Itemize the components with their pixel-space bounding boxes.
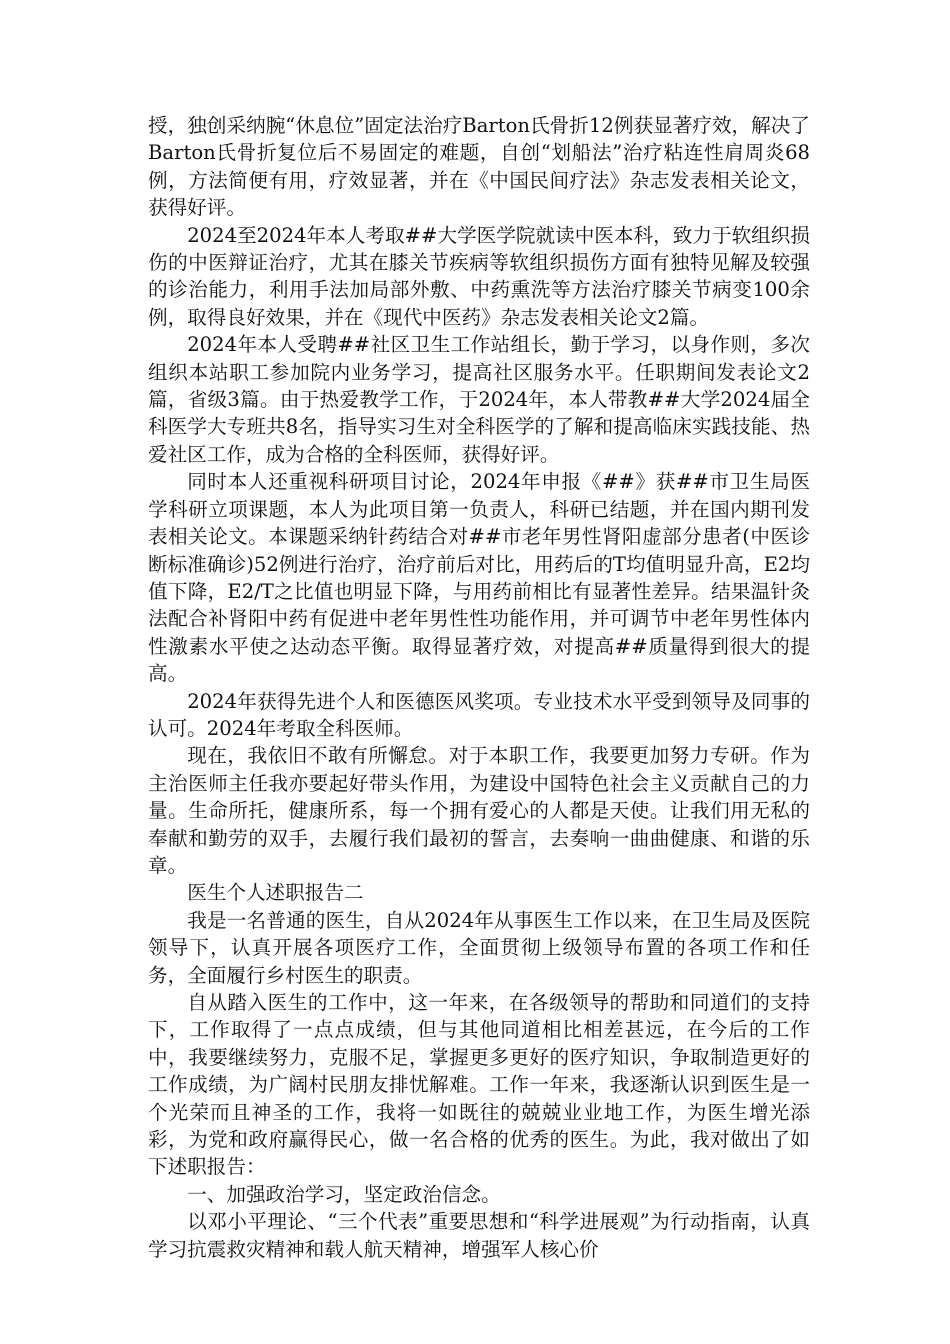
paragraph-6: 现在，我依旧不敢有所懈怠。对于本职工作，我要更加努力专研。作为主治医师主任我亦要起好带头作用，为建设中国特色社会主义贡献自己的力量。生命所托，健康所系，每一个拥有爱心的人都是天使。让我们用无私的奉献和勤劳的双手，去履行我们最初的誓言，去奏响一曲曲健康、和谐的乐章。: [148, 744, 810, 877]
paragraph-9: 以邓小平理论、“三个代表”重要思想和“科学进展观”为行动指南，认真学习抗震救灾精神和载人航天精神，增强军人核心价: [148, 1210, 810, 1261]
paragraph-4: 同时本人还重视科研项目讨论，2024年申报《##》获##市卫生局医学科研立项课题，本人为此项目第一负责人，科研已结题，并在国内期刊发表相关论文。本课题采纳针药结合对##市老年男性肾阳虚部分患者(中医诊断标准确诊)52例进行治疗，治疗前后对比，用药后的T均值明显升高，E2均值下降，E2/T之比值也明显下降，与用药前相比有显著性差异。结果温针灸法配合补肾阳中药有促进中老年男性性功能作用，并可调节中老年男性体内性激素水平使之达动态平衡。取得显著疗效，对提高##质量得到很大的提高。: [148, 470, 810, 686]
paragraph-3: 2024年本人受聘##社区卫生工作站组长，勤于学习，以身作则，多次组织本站职工参加院内业务学习，提高社区服务水平。任职期间发表论文2篇，省级3篇。由于热爱教学工作，于2024年，本人带教##大学2024届全科医学大专班共8名，指导实习生对全科医学的了解和提高临床实践技能、热爱社区工作，成为合格的全科医师，获得好评。: [148, 333, 810, 466]
subsection-heading: 一、加强政治学习，坚定政治信念。: [187, 1182, 501, 1206]
section-heading: 医生个人述职报告二: [187, 881, 364, 905]
paragraph-7: 我是一名普通的医生，自从2024年从事医生工作以来，在卫生局及医院领导下，认真开展各项医疗工作，全面贯彻上级领导布置的各项工作和任务，全面履行乡村医生的职责。: [148, 908, 810, 987]
paragraph-1: 授，独创采纳腕“休息位”固定法治疗Barton氏骨折12例获显著疗效，解决了Barton氏骨折复位后不易固定的难题，自创“划船法”治疗粘连性肩周炎68例，方法简便有用，疗效显著，并在《中国民间疗法》杂志发表相关论文，获得好评。: [148, 114, 810, 220]
paragraph-2: 2024至2024年本人考取##大学医学院就读中医本科，致力于软组织损伤的中医辩证治疗，尤其在膝关节疾病等软组织损伤方面有独特见解及较强的诊治能力，利用手法加局部外敷、中药熏洗等方法治疗膝关节病变100余例，取得良好效果，并在《现代中医药》杂志发表相关论文2篇。: [148, 223, 810, 329]
paragraph-8: 自从踏入医生的工作中，这一年来，在各级领导的帮助和同道们的支持下，工作取得了一点点成绩，但与其他同道相比相差甚远，在今后的工作中，我要继续努力，克服不足，掌握更多更好的医疗知识，争取制造更好的工作成绩，为广阔村民朋友排忧解难。工作一年来，我逐渐认识到医生是一个光荣而且神圣的工作，我将一如既往的兢兢业业地工作，为医生增光添彩，为党和政府赢得民心，做一名合格的优秀的医生。为此，我对做出了如下述职报告：: [148, 991, 810, 1179]
paragraph-5: 2024年获得先进个人和医德医风奖项。专业技术水平受到领导及同事的认可。2024年考取全科医师。: [148, 689, 810, 740]
document-body: [148, 112, 810, 1263]
